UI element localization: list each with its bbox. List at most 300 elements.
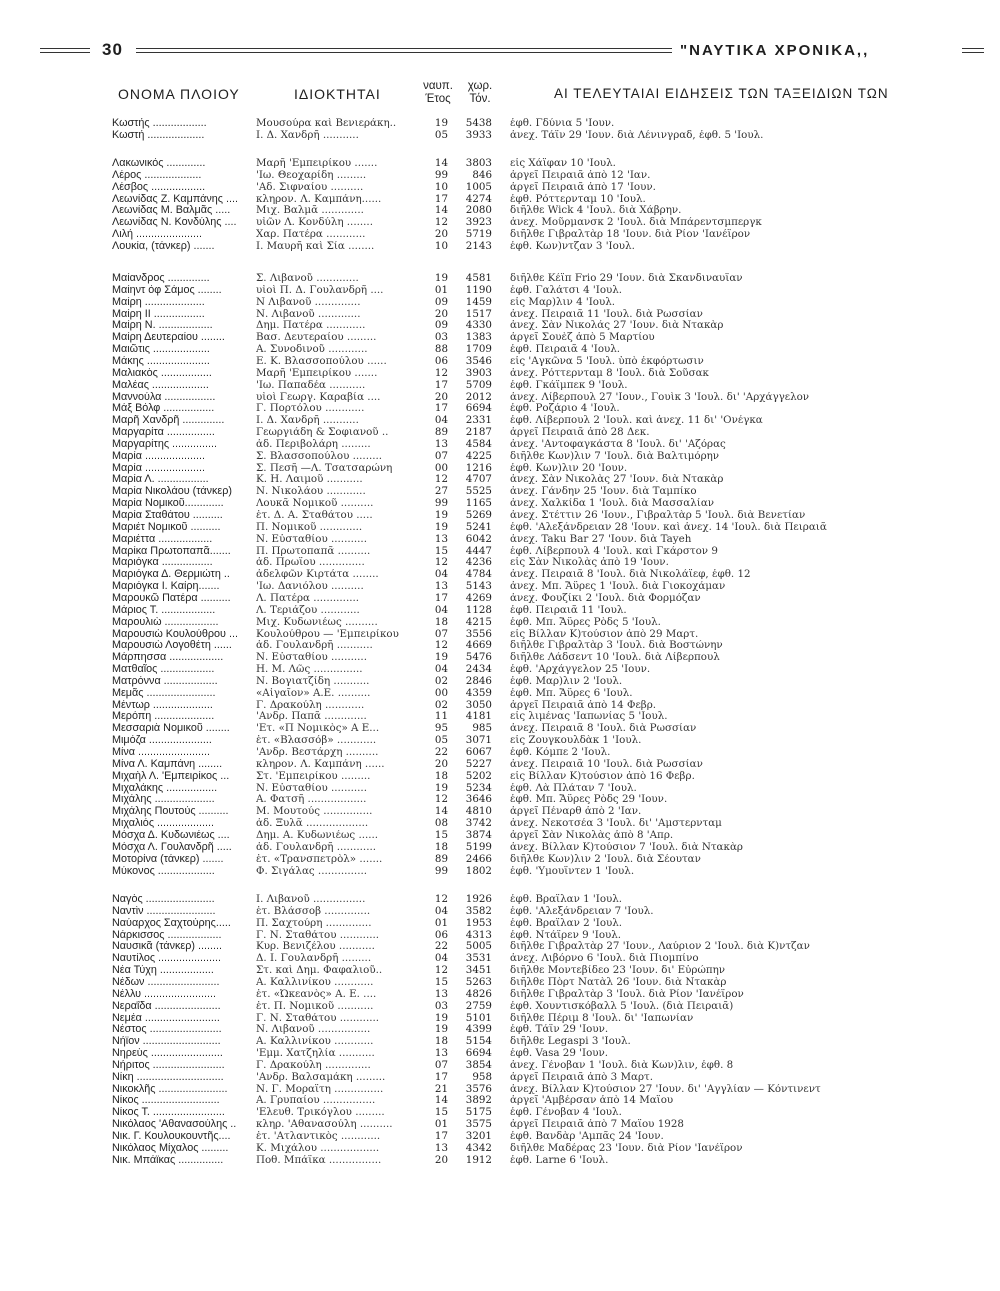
tonnage: 3546 — [465, 355, 492, 367]
ship-owner: 'Ανδρ. Παπᾶ ............. — [256, 711, 367, 723]
tonnage: 5154 — [465, 1036, 492, 1048]
ship-name: Μαννούλα ................. — [112, 391, 216, 403]
ship-name: Νηρεὺς ........................ — [112, 1048, 223, 1060]
voyage-news: ἀνεχ. Φουζίκι 2 'Ιουλ. διὰ Φορμόζαν — [510, 592, 701, 604]
build-year: 19 — [434, 1024, 448, 1036]
ship-name: Νικ. Μπάϊκας ............... — [112, 1154, 224, 1166]
voyage-news: εἰς 'Αγκῶνα 5 'Ιουλ. ὑπὸ ἐκφόρτωσιν — [510, 355, 704, 367]
ship-owner: Α. Φατσῆ .................. — [256, 794, 367, 806]
ship-row — [0, 711, 1000, 723]
voyage-news: ἐφθ. Ντάϊρεν 9 'Ιουλ. — [510, 929, 622, 941]
ship-row — [0, 415, 1000, 427]
ship-owner: Λ. Πατέρα .............. — [256, 592, 360, 604]
ship-name: Μαλέας ................... — [112, 379, 209, 391]
ship-row — [0, 676, 1000, 688]
ship-name: Νίκος .......................... — [112, 1095, 220, 1107]
ship-row — [0, 918, 1000, 930]
ship-owner: Μιχ. Βαλμᾶ ............. — [256, 205, 364, 217]
build-year: 04 — [434, 604, 448, 616]
ship-name: Μαίρη ΙΙ ................. — [112, 308, 205, 320]
tonnage: 1165 — [465, 498, 492, 510]
tonnage: 4669 — [465, 640, 492, 652]
ship-name: Νήϊον .......................... — [112, 1036, 221, 1048]
ship-name: Μιμόζα ..................... — [112, 735, 212, 747]
ship-row — [0, 783, 1000, 795]
ship-name: Μεμᾶς ....................... — [112, 687, 216, 699]
voyage-news: διῆλθε Γιβραλτὰρ 3 'Ιουλ. διὰ Ρίον 'Ιανέϊρον — [510, 988, 744, 1000]
ship-owner: Ν. Εὐσταθίου ........... — [256, 533, 367, 545]
ship-owner: Γ. Δρακούλη .............. — [256, 1059, 371, 1071]
ship-row — [0, 368, 1000, 380]
voyage-news: διῆλθε Legaspi 3 'Ιουλ. — [510, 1036, 631, 1048]
ship-owner: Ποθ. Μπάϊκα ................ — [256, 1154, 382, 1166]
ship-name: Λέσβος .................. — [112, 181, 206, 193]
ship-owner: Σ. Βλασσοπούλου ......... — [256, 450, 383, 462]
tonnage: 1128 — [465, 604, 492, 616]
build-year: 05 — [434, 735, 448, 747]
ship-owner: υἱῶν Λ. Κονδύλη ........ — [256, 217, 373, 229]
voyage-news: διῆλθε Μοντεβίδεο 23 'Ιουν. δι' Εὐρώπην — [510, 965, 726, 977]
tonnage: 5101 — [465, 1012, 492, 1024]
voyage-news: ἐφθ. 'Υμουϊντεν 1 'Ιουλ. — [510, 865, 635, 877]
ship-name: Νίκος Τ. ........................ — [112, 1107, 225, 1119]
voyage-news: ἐφθ. Κων)λιν 20 'Ιουν. — [510, 462, 628, 474]
tonnage: 1517 — [465, 308, 492, 320]
column-header-news: ΑΙ ΤΕΛΕΥΤΑΙΑΙ ΕΙΔΗΣΕΙΣ ΤΩΝ ΤΑΞΕΙΔΙΩΝ ΤΩΝ — [554, 86, 889, 101]
ship-name: Λεωνίδας Ζ. Καμπάνης .... — [112, 193, 238, 205]
build-year: 04 — [434, 953, 448, 965]
ship-row — [0, 498, 1000, 510]
ship-name: Μίνα ........................ — [112, 747, 211, 758]
tonnage: 3933 — [465, 129, 492, 141]
ship-row — [0, 182, 1000, 194]
build-year: 10 — [434, 181, 448, 193]
ship-owner: ἑτ. Π. Νομικοῦ ........... — [256, 1000, 374, 1012]
build-year: 89 — [434, 427, 448, 439]
ship-owner: Α. Καλλινίκου ............ — [256, 1036, 374, 1048]
ship-name: Ναυτίλος ..................... — [112, 953, 222, 965]
ship-row — [0, 309, 1000, 321]
ship-name: Ναντὶν ....................... — [112, 905, 216, 917]
ship-owner: Π. Σαχτούρη .............. — [256, 917, 372, 929]
ship-name: Νέλλυ ........................ — [112, 988, 217, 1000]
ship-owner: 'Ιω. Παπαδέα ........... — [256, 379, 366, 391]
column-header-tons — [460, 80, 500, 106]
ship-name: Νικόλαος Μίχαλος ......... — [112, 1142, 229, 1154]
voyage-news: εἰς Σὰν Νικολὰς ἀπὸ 19 'Ιουν. — [510, 557, 669, 569]
ship-name: Μαίηντ όφ Σάμος ........ — [112, 284, 222, 296]
ship-row — [0, 1024, 1000, 1036]
ship-row — [0, 344, 1000, 356]
voyage-news: εἰς λιμένας 'Ιαπωνίας 5 'Ιουλ. — [510, 711, 668, 723]
voyage-news: ἀνεχ. Βίλλαν Κ)τούσιον 7 'Ιουλ. διὰ Ντακὰρ — [510, 841, 743, 853]
tonnage: 4784 — [465, 569, 492, 581]
ship-row — [0, 652, 1000, 664]
voyage-news: διῆλθε Πὸρτ Νατὰλ 26 'Ιουν. διὰ Ντακὰρ — [510, 976, 727, 988]
ship-name: Νέστος ........................ — [112, 1024, 222, 1036]
tonnage: 2331 — [465, 415, 492, 427]
voyage-news: ἐφθ. Μαρ)λιν 2 'Ιουλ. — [510, 675, 623, 687]
ship-row — [0, 700, 1000, 712]
ship-row — [0, 1155, 1000, 1167]
ship-name: Λεωνίδας Μ. Βαλμᾶς ..... — [112, 205, 231, 217]
tonnage: 4269 — [465, 592, 492, 604]
ship-row — [0, 569, 1000, 581]
ship-name: Μαίρη Ν. .................. — [112, 320, 213, 332]
ship-row — [0, 273, 1000, 285]
tonnage: 4225 — [465, 450, 492, 462]
build-year: 14 — [434, 1095, 448, 1107]
page-header — [40, 40, 984, 62]
ship-name: Μιχαὴλ Λ. 'Εμπειρίκος ... — [112, 770, 230, 782]
build-year: 13 — [434, 533, 448, 545]
build-year: 19 — [434, 118, 448, 129]
ship-row — [0, 332, 1000, 344]
voyage-news: ἐφθ. Κόμπε 2 'Ιουλ. — [510, 747, 611, 758]
ship-name: Μαρίκα Πρωτοπαπᾶ....... — [112, 545, 231, 557]
build-year: 12 — [434, 217, 448, 229]
ship-owner: Στ. καὶ Δημ. Φαφαλιοῦ.. — [256, 965, 383, 977]
tonnage: 5709 — [465, 379, 492, 391]
ship-name: Κωστή ................... — [112, 129, 205, 141]
ship-name: Ματρόννα .................. — [112, 675, 218, 687]
ship-row — [0, 1060, 1000, 1072]
build-year: 13 — [434, 1142, 448, 1154]
tonnage: 958 — [472, 1071, 492, 1083]
tonnage: 1216 — [465, 462, 492, 474]
build-year: 00 — [434, 462, 448, 474]
voyage-news: διῆλθε Γιβραλτὰρ 27 'Ιουν., Λαύριον 2 'Ιουλ. διὰ Κ)ντζαν — [510, 941, 810, 953]
ship-owner: κληρον. Λ. Καμπάνη...... — [256, 193, 382, 205]
ship-owner: υἱοὶ Γεωργ. Καραβία .... — [256, 391, 381, 403]
ship-owner: «Αἰγαῖον» Α.Ε. .......... — [256, 687, 371, 699]
header-rule-right — [962, 48, 984, 53]
ship-owner: ἑτ. Δ. Α. Σταθάτου ..... — [256, 510, 373, 521]
ship-owner: 'Ανδρ. Βεστάρχη .......... — [256, 747, 379, 758]
tonnage: 4236 — [465, 557, 492, 569]
tonnage: 2080 — [465, 205, 492, 217]
tonnage: 1005 — [465, 181, 492, 193]
column-header-tons-top: χωρ. — [467, 80, 493, 92]
voyage-news: ἀργεῖ Πειραιᾶ ἀπὸ 12 'Ιαν. — [510, 169, 651, 181]
ship-row — [0, 1072, 1000, 1084]
ship-owner: Γεωργιάδη & Σοφιανοῦ .. — [256, 427, 389, 439]
ship-row — [0, 439, 1000, 451]
ship-owner: Α. Συνοδινοῦ ............ — [256, 344, 368, 356]
ship-name: Νικόλαος 'Αθανασούλης .. — [112, 1119, 237, 1131]
voyage-news: ἐφθ. Μπ. Ἄϋρες Ρὸδς 29 'Ιουν. — [510, 794, 668, 806]
ship-owner: Ε. Κ. Βλασσοπούλου ...... — [256, 355, 387, 367]
ship-row — [0, 941, 1000, 953]
build-year: 01 — [434, 1119, 448, 1131]
tonnage: 4447 — [465, 545, 492, 557]
ship-owner: Ι. Δ. Χανδρῆ ........... — [256, 129, 359, 141]
ship-name: Μαργαρίτα ................ — [112, 427, 215, 439]
build-year: 20 — [434, 391, 448, 403]
ship-owner: ἑτ. 'Ατλαντικὸς ............ — [256, 1131, 381, 1142]
ship-row — [0, 229, 1000, 241]
ship-row — [0, 806, 1000, 818]
ship-owner: Μαρῆ 'Εμπειρίκου ....... — [256, 158, 378, 169]
ship-owner: Ν Λιβανοῦ .............. — [256, 296, 361, 308]
build-year: 14 — [434, 205, 448, 217]
ship-row — [0, 1013, 1000, 1025]
build-year: 17 — [434, 379, 448, 391]
ship-owner: 'Ιω. Δανιόλου .......... — [256, 581, 364, 593]
voyage-news: ἀνεχ. Μοῦρμανσκ 2 'Ιουλ. διὰ Μπάρεντσμπεργκ — [510, 217, 762, 229]
voyage-news: διῆλθε Πέριμ 8 'Ιουλ. δι' 'Ιαπωνίαν — [510, 1012, 694, 1024]
build-year: 22 — [434, 941, 448, 953]
ship-row — [0, 664, 1000, 676]
ship-owner: ἀδ. Πρωΐου .............. — [256, 557, 365, 569]
tonnage: 846 — [472, 169, 492, 181]
ship-name: Μαρουσιὼ Κουλούθρου ... — [112, 628, 238, 640]
build-year: 02 — [434, 699, 448, 711]
build-year: 14 — [434, 158, 448, 169]
build-year: 13 — [434, 581, 448, 593]
header-rule-left — [40, 48, 90, 53]
ship-row — [0, 241, 1000, 253]
ship-name: Μιχαλιός ................... — [112, 818, 215, 830]
voyage-news: διῆλθε Κων)λιν 2 'Ιουλ. διὰ Σέουταν — [510, 853, 701, 865]
ship-row — [0, 965, 1000, 977]
ship-name: Ναγὸς ....................... — [112, 894, 215, 905]
tonnage: 5719 — [465, 229, 492, 241]
ship-name: Νέδων ........................ — [112, 976, 220, 988]
ship-row — [0, 1084, 1000, 1096]
tonnage: 3582 — [465, 905, 492, 917]
ship-owner: Δημ. Πατέρα ............ — [256, 320, 366, 332]
ship-owner: Μ. Μουτούς ............... — [256, 806, 373, 818]
ship-owner: Γ. Ν. Σταθάτου ............ — [256, 1012, 380, 1024]
tonnage: 5005 — [465, 941, 492, 953]
build-year: 04 — [434, 569, 448, 581]
ship-owner: Ν. Νικολάου ............ — [256, 486, 366, 498]
ship-owner: Ν. Εὐσταθίου ........... — [256, 782, 367, 794]
build-year: 27 — [434, 486, 448, 498]
voyage-news: ἐφθ. Πειραιᾶ 4 'Ιουλ. — [510, 344, 621, 356]
ship-name: Ναυσικᾶ (τάνκερ) ........ — [112, 941, 222, 953]
ship-owner: Μαρῆ 'Εμπειρίκου ....... — [256, 367, 378, 379]
voyage-news: ἀνεχ. Χαλκίδα 1 'Ιουλ. διὰ Μασσαλίαν — [510, 498, 715, 510]
ship-name: Μαρία .................... — [112, 462, 206, 474]
tonnage: 5241 — [465, 521, 492, 533]
tonnage: 1802 — [465, 865, 492, 877]
voyage-news: ἀργεῖ 'Αμβέρσαν ἀπὸ 14 Μαΐου — [510, 1095, 674, 1107]
voyage-news: ἀνεχ. Λιβόρνο 6 'Ιουλ. διὰ Πιομπίνο — [510, 953, 699, 965]
ship-owner: Μουσούρα καὶ Βενιεράκη.. — [256, 118, 397, 129]
ship-row — [0, 194, 1000, 206]
ship-row — [0, 1001, 1000, 1013]
build-year: 99 — [434, 865, 448, 877]
ship-owner: ἑτ. «Βλασσόβ» ............ — [256, 735, 377, 747]
voyage-news: ἐφθ. Γένοβαν 4 'Ιουλ. — [510, 1107, 622, 1119]
tonnage: 5199 — [465, 841, 492, 853]
build-year: 01 — [434, 284, 448, 296]
ship-name: Ναύαρχος Σαχτούρης..... — [112, 917, 231, 929]
build-year: 14 — [434, 806, 448, 818]
ship-row — [0, 640, 1000, 652]
build-year: 04 — [434, 905, 448, 917]
build-year: 15 — [434, 829, 448, 841]
voyage-news: ἀργεῖ Πειραιᾶ ἀπὸ 7 Μαΐου 1928 — [510, 1119, 684, 1131]
ship-name: Μαλιακὸς ................. — [112, 367, 212, 379]
ship-owner: ἑτ. Βλάσσοβ .............. — [256, 905, 371, 917]
ship-owner: Φ. Σιγάλας ............... — [256, 865, 368, 877]
build-year: 05 — [434, 129, 448, 141]
ship-row — [0, 392, 1000, 404]
build-year: 12 — [434, 965, 448, 977]
ship-row — [0, 1095, 1000, 1107]
ship-name: Νάρκισσος .................. — [112, 929, 222, 941]
tonnage: 4359 — [465, 687, 492, 699]
ship-row — [0, 534, 1000, 546]
voyage-news: ἐφθ. Λίβερπουλ 2 'Ιουλ. καὶ ἀνεχ. 11 δι' 'Ονέγκα — [510, 415, 763, 427]
build-year: 17 — [434, 1131, 448, 1142]
build-year: 89 — [434, 853, 448, 865]
build-year: 19 — [434, 273, 448, 284]
ship-row — [0, 593, 1000, 605]
tonnage: 3531 — [465, 953, 492, 965]
ship-row — [0, 297, 1000, 309]
voyage-news: ἀνεχ. Πειραιᾶ 8 'Ιουλ. διὰ Νικολάϊεφ, ἐφθ. 12 — [510, 569, 751, 581]
tonnage: 3451 — [465, 965, 492, 977]
tonnage: 3575 — [465, 1119, 492, 1131]
ship-row — [0, 170, 1000, 182]
page-number: 30 — [102, 40, 123, 59]
build-year: 17 — [434, 403, 448, 415]
ship-name: Νικ. Γ. Κουλουκουντῆς.... — [112, 1131, 231, 1142]
build-year: 20 — [434, 229, 448, 241]
voyage-news: ἀνεχ. Τάϊν 29 'Ιουν. διὰ Λένινγραδ, ἐφθ. 5 'Ιουλ. — [510, 129, 764, 141]
voyage-news: διῆλθε Μαδέρας 23 'Ιουν. διὰ Ρίον 'Ιανέϊρον — [510, 1142, 743, 1154]
voyage-news: ἐφθ. Λίβερπουλ 4 'Ιουλ. καὶ Γκάρστον 9 — [510, 545, 718, 557]
ship-name: Νίκη ............................. — [112, 1071, 224, 1083]
build-year: 19 — [434, 521, 448, 533]
ship-name: Μάξ Βόλφ ................. — [112, 403, 215, 415]
tonnage: 4181 — [465, 711, 492, 723]
ship-name: Μαρῆ Χανδρῆ .............. — [112, 415, 225, 427]
build-year: 15 — [434, 976, 448, 988]
build-year: 12 — [434, 557, 448, 569]
ship-row — [0, 771, 1000, 783]
tonnage: 1912 — [465, 1154, 492, 1166]
tonnage: 3071 — [465, 735, 492, 747]
build-year: 10 — [434, 240, 448, 252]
ship-name: Μιχάλης Πουτούς .......... — [112, 806, 229, 818]
tonnage: 4313 — [465, 929, 492, 941]
build-year: 04 — [434, 664, 448, 676]
tonnage: 5525 — [465, 486, 492, 498]
voyage-news: ἐφθ. Γδύνια 5 'Ιουν. — [510, 118, 615, 129]
ship-owner: Α. Καλλινίκου ............ — [256, 976, 374, 988]
voyage-news: διῆλθε Γιβραλτὰρ 3 'Ιουλ. διὰ Βοστώνην — [510, 640, 723, 652]
voyage-news: ἀνεχ. Πειραιᾶ 11 'Ιουλ. διὰ Ρωσσίαν — [510, 308, 703, 320]
build-year: 01 — [434, 917, 448, 929]
build-year: 13 — [434, 438, 448, 450]
ship-owner: Δημ. Α. Κυδωνιέως ...... — [256, 829, 379, 841]
ship-row — [0, 818, 1000, 830]
voyage-news: ἐφθ. Ρόττερνταμ 10 'Ιουλ. — [510, 193, 646, 205]
tonnage: 2143 — [465, 240, 492, 252]
ship-owner: Κουλούθρου — 'Εμπειρίκου — [256, 628, 399, 640]
build-year: 99 — [434, 169, 448, 181]
ship-row — [0, 735, 1000, 747]
build-year: 11 — [434, 711, 448, 723]
ship-owner: κληρ. 'Αθανασούλη .......... — [256, 1119, 393, 1131]
column-header-year — [418, 80, 458, 106]
ship-name: Μαρία Σταθάτου .......... — [112, 510, 223, 521]
voyage-news: ἀνεχ. Στέττιν 26 'Ιουν., Γιβραλτὰρ 5 'Ιουλ. διὰ Βενετίαν — [510, 510, 806, 521]
ship-row — [0, 989, 1000, 1001]
build-year: 20 — [434, 758, 448, 770]
ship-row — [0, 217, 1000, 229]
build-year: 04 — [434, 415, 448, 427]
ship-owner: κληρον. Λ. Καμπάνη ...... — [256, 758, 385, 770]
tonnage: 3201 — [465, 1131, 492, 1142]
column-header-name: ΟΝΟΜΑ ΠΛΟΙΟΥ — [118, 86, 240, 102]
build-year: 17 — [434, 592, 448, 604]
tonnage: 3576 — [465, 1083, 492, 1095]
ship-row — [0, 1143, 1000, 1155]
voyage-news: ἀργεῖ Πειραιᾶ ἀπὸ 3 Μαρτ. — [510, 1071, 653, 1083]
tonnage: 1953 — [465, 917, 492, 929]
voyage-news: εἰς Βίλλαν Κ)τούσιον ἀπὸ 16 Φεβρ. — [510, 770, 695, 782]
tonnage: 3556 — [465, 628, 492, 640]
build-year: 19 — [434, 1012, 448, 1024]
ship-owner: Ν. Εὐσταθίου ........... — [256, 652, 367, 664]
voyage-news: ἀνεχ. Νεκοτσέα 3 'Ιουλ. δι' 'Αμστερνταμ — [510, 818, 722, 830]
ship-row — [0, 1131, 1000, 1143]
ship-name: Μερόπη .................... — [112, 711, 215, 723]
ship-name: Μαρουκῶ Πατέρα .......... — [112, 592, 231, 604]
ship-row — [0, 158, 1000, 170]
voyage-news: ἐφθ. 'Αλεξάνδρειαν 7 'Ιουλ. — [510, 905, 654, 917]
build-year: 19 — [434, 652, 448, 664]
voyage-news: ἀνεχ. Σὰν Νικολὰς 27 'Ιουν. διὰ Ντακὰρ — [510, 474, 724, 486]
voyage-news: διῆλθε Κέϊπ Frio 29 'Ιουν. διὰ Σκανδιναυΐαν — [510, 273, 743, 284]
build-year: 88 — [434, 344, 448, 356]
ship-owner: Βασ. Δευτεραίου ......... — [256, 332, 377, 344]
ship-owner: Κυρ. Βενιζέλου ........... — [256, 941, 375, 953]
tonnage: 4399 — [465, 1024, 492, 1036]
column-header-year-bottom: Έτος — [425, 93, 451, 105]
voyage-news: ἐφθ. Πειραιᾶ 11 'Ιουλ. — [510, 604, 627, 616]
column-header-tons-bottom: Τόν. — [469, 93, 491, 105]
ship-row — [0, 522, 1000, 534]
ship-owner: Μιχ. Κυδωνιέως .......... — [256, 616, 378, 628]
ship-row — [0, 617, 1000, 629]
tonnage: 3923 — [465, 217, 492, 229]
ship-row — [0, 794, 1000, 806]
ship-row — [0, 1107, 1000, 1119]
ship-row — [0, 427, 1000, 439]
ship-owner: Κ. Η. Λαιμοῦ ........... — [256, 474, 363, 486]
build-year: 18 — [434, 841, 448, 853]
ship-owner: 'Αδ. Σιφναίου .......... — [256, 181, 364, 193]
voyage-news: ἀργεῖ Σουὲζ ἀπὸ 5 Μαρτίου — [510, 332, 655, 344]
voyage-news: ἐφθ. Χουντισκόβαλλ 5 'Ιουλ. (διὰ Πειραιᾶ) — [510, 1000, 734, 1012]
journal-title: "ΝΑΥΤΙΚΑ ΧΡΟΝΙΚΑ,, — [680, 42, 870, 59]
build-year: 95 — [434, 723, 448, 735]
voyage-news: ἐφθ. Larne 6 'Ιουλ. — [510, 1154, 609, 1166]
ship-owner: Σ. Πεσῆ —Λ. Τσατσαρώνη — [256, 462, 393, 474]
tonnage: 5143 — [465, 581, 492, 593]
tonnage: 4707 — [465, 474, 492, 486]
ship-owner: Γ. Πορτόλου ............ — [256, 403, 365, 415]
ship-name: Μαίρη .................... — [112, 296, 205, 308]
voyage-news: διῆλθε Wick 4 'Ιουλ. διὰ Χάβρην. — [510, 205, 682, 217]
